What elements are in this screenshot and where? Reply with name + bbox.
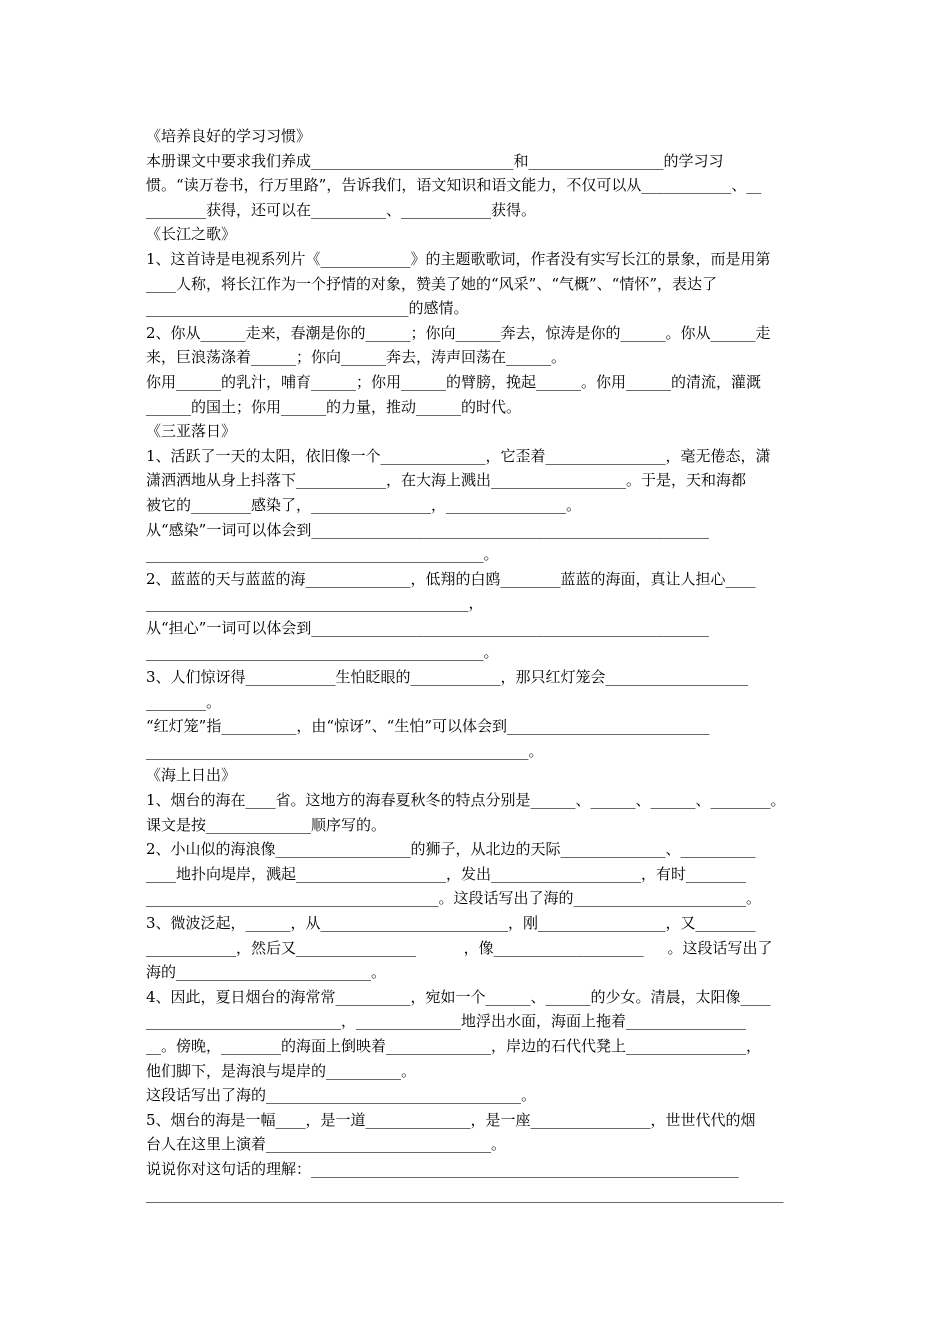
worksheet [146,124,812,1206]
question-line: 1、烟台的海在____省。这地方的海春夏秋冬的特点分别是______、______、______、________。 [146,791,786,810]
question-line: ____人称，将长江作为一个抒情的对象，赞美了她的“风采”、“气概”、“情怀”，表达了 [146,274,718,293]
section-title: 《培养良好的学习习惯》 [146,127,312,145]
question-line: ________。 [146,692,222,711]
question-line: ___________________________________的感情。 [146,299,469,318]
question-line: 4、因此，夏日烟台的海常常__________，宛如一个______、______的少女。清晨，太阳像____ [146,987,771,1006]
section-title: 《海上日出》 [146,766,237,785]
question-line: “红灯笼”指__________，由“惊讶”、“生怕”可以体会到___________________________ [146,717,710,736]
section-title: 《三亚落日》 [146,422,237,441]
question-line: ____地扑向堤岸，溅起____________________，发出____________________，有时________ [146,864,747,883]
question-line: 2、小山似的海浪像__________________的狮子，从北边的天际______________、__________ [146,840,756,859]
question-line: _____________________________________________。 [146,545,499,564]
question-line: 本册课文中要求我们养成___________________________和__________________的学习习 [146,151,724,170]
question-line: 他们脚下，是海浪与堤岸的__________。 [146,1061,417,1080]
question-line: 课文是按______________顺序写的。 [146,815,387,834]
question-line: 惯。“读万卷书，行万里路”，告诉我们，语文知识和语文能力，不仅可以从____________、__ [146,176,762,195]
question-line: ___________________________________________________。 [146,741,544,760]
question-line: __________________________，______________地浮出水面，海面上拖着________________ [146,1012,747,1031]
question-line: ____________，然后又________________ ，像____________________ 。这段话写出了 [146,938,773,957]
question-line: 3、微波泛起，______，从_________________________，刚_________________，又________ [146,914,756,932]
question-line: 这段话写出了海的__________________________________。 [146,1086,537,1105]
question-line: 5、烟台的海是一幅____，是一道______________，是一座________________，世世代代的烟 [146,1110,756,1129]
question-line: 2、蓝蓝的天与蓝蓝的海______________，低翔的白鸥________蓝蓝的海面，真让人担心____ [146,569,756,588]
question-line: 被它的________感染了，________________，________________。 [146,495,582,514]
question-line: 来，巨浪荡涤着______；你向______奔去，涛声回荡在______。 [146,348,567,367]
question-line: 台人在这里上演着______________________________。 [146,1135,507,1154]
question-line: ___________________________________________， [146,594,484,613]
question-line: 从“感染”一词可以体会到_____________________________________________________ [146,520,709,539]
question-line: 说说你对这句话的理解：_________________________________________________________ [146,1159,739,1178]
question-line: 你用______的乳汁，哺育______；你用______的臂膀，挽起______。你用______的清流，灌溉 [146,372,762,391]
question-line: 潇洒洒地从身上抖落下____________，在大海上溅出__________________。于是，天和海都 [146,471,747,490]
question-line: ______的国土；你用______的力量，推动______的时代。 [146,397,522,416]
question-line: 2、你从______走来，春潮是你的______；你向______奔去，惊涛是你的______。你从______走 [146,323,771,342]
question-line: 1、这首诗是电视系列片《____________》的主题歌歌词，作者没有实写长江的景象，而是用第 [146,249,771,268]
question-line: 海的__________________________。 [146,963,387,982]
question-line: __。傍晚，________的海面上倒映着______________，岸边的石代代凳上________________， [146,1036,762,1055]
question-line: _____________________________________________。 [146,643,499,662]
question-line: 从“担心”一词可以体会到_____________________________________________________ [146,618,709,637]
question-line: ________获得，还可以在__________、____________获得。 [146,200,537,219]
section-title: 《长江之歌》 [146,225,237,244]
question-line: 1、活跃了一天的太阳，依旧像一个______________，它歪着________________，毫无倦态，潇 [146,446,771,465]
question-line: _____________________________________________________________________________________ [146,1184,784,1203]
question-line: 3、人们惊讶得____________生怕眨眼的____________，那只红灯笼会___________________ [146,668,749,687]
question-line: _______________________________________。这段话写出了海的_______________________。 [146,889,762,908]
